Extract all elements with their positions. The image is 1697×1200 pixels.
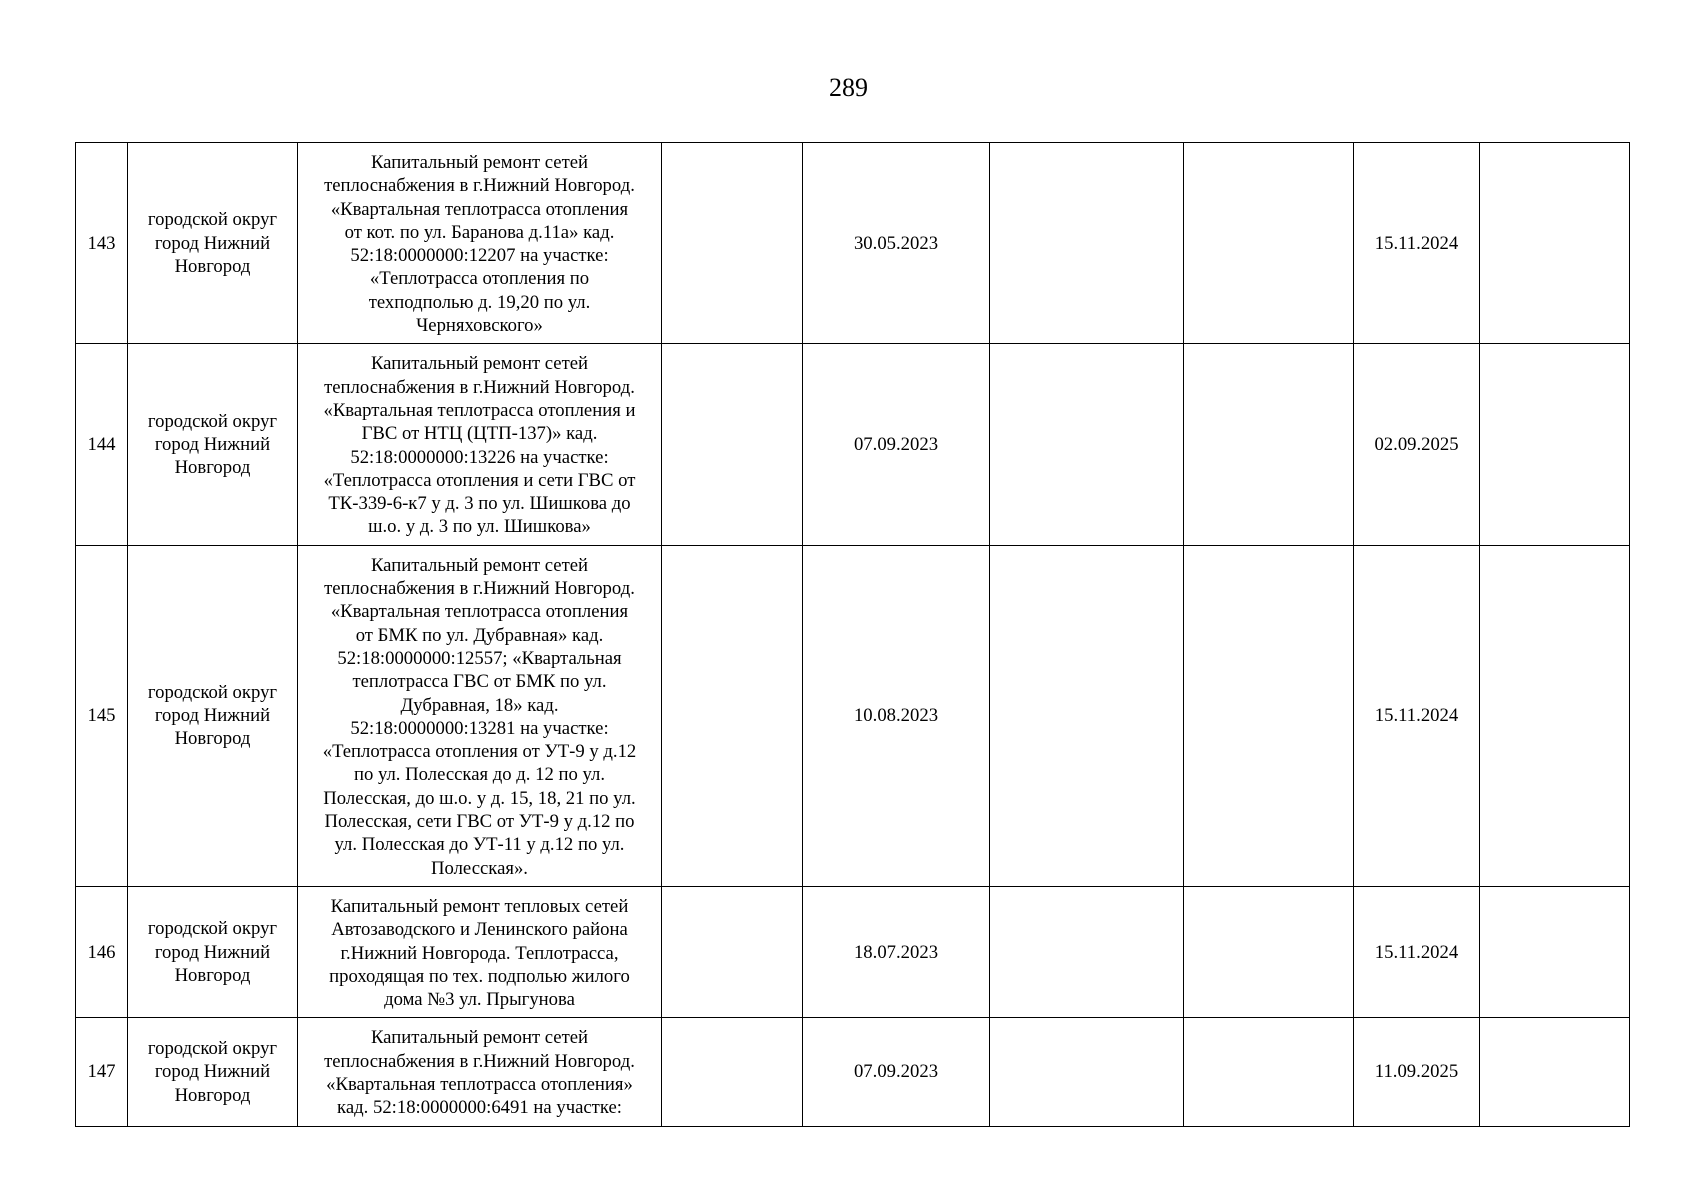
empty-cell	[662, 886, 803, 1017]
end-date-cell: 15.11.2024	[1354, 545, 1480, 886]
description-line: теплоснабжения в г.Нижний Новгород.	[324, 376, 635, 398]
start-date-cell: 07.09.2023	[803, 344, 990, 545]
empty-cell	[990, 344, 1184, 545]
empty-cell	[1480, 545, 1630, 886]
end-date-cell: 15.11.2024	[1354, 886, 1480, 1017]
description-line: «Квартальная теплотрасса отопления»	[326, 1073, 633, 1095]
description-line: проходящая по тех. подполью жилого	[329, 965, 630, 987]
description-line: ш.о. у д. 3 по ул. Шишкова»	[368, 516, 591, 538]
description-line: Капитальный ремонт тепловых сетей	[330, 895, 629, 917]
start-date-cell: 10.08.2023	[803, 545, 990, 886]
table-row	[76, 545, 1630, 886]
description-line: «Теплотрасса отопления от УТ-9 у д.12	[322, 741, 637, 763]
municipality-cell: городской округ город Нижний Новгород	[128, 545, 298, 886]
description-line: Полесская».	[431, 857, 528, 879]
description-line: теплоснабжения в г.Нижний Новгород.	[324, 1050, 635, 1072]
description-cell	[298, 344, 662, 545]
description-line: г.Нижний Новгорода. Теплотрасса,	[340, 942, 619, 964]
description-line: техподполью д. 19,20 по ул.	[368, 291, 591, 313]
description-cell	[298, 545, 662, 886]
description-cell	[298, 886, 662, 1017]
empty-cell	[1480, 1018, 1630, 1126]
description-line: Капитальный ремонт сетей	[370, 353, 589, 375]
description-cell	[298, 1018, 662, 1126]
table-row	[76, 344, 1630, 545]
municipality-cell: городской округ город Нижний Новгород	[128, 143, 298, 344]
end-date-cell: 15.11.2024	[1354, 143, 1480, 344]
description-line: теплоснабжения в г.Нижний Новгород.	[324, 175, 635, 197]
table-row	[76, 143, 1630, 344]
description-line: 52:18:0000000:13226 на участке:	[350, 446, 609, 468]
description-line: кад. 52:18:0000000:6491 на участке:	[337, 1097, 622, 1119]
description-line: Дубравная, 18» кад.	[400, 694, 559, 716]
start-date-cell: 07.09.2023	[803, 1018, 990, 1126]
end-date-cell: 11.09.2025	[1354, 1018, 1480, 1126]
description-line: Автозаводского и Ленинского района	[331, 919, 628, 941]
description-line: Полесская, до ш.о. у д. 15, 18, 21 по ул.	[323, 787, 636, 809]
repair-schedule-table	[75, 142, 1630, 1127]
description-line: Черняховского»	[416, 315, 543, 337]
empty-cell	[990, 886, 1184, 1017]
description-line: «Квартальная теплотрасса отопления и	[323, 399, 636, 421]
page-number: 289	[829, 73, 868, 102]
municipality-cell: городской округ город Нижний Новгород	[128, 344, 298, 545]
empty-cell	[990, 545, 1184, 886]
description-line: «Теплотрасса отопления и сети ГВС от	[323, 469, 636, 491]
row-number-cell: 145	[76, 545, 128, 886]
empty-cell	[1480, 143, 1630, 344]
empty-cell	[1480, 344, 1630, 545]
table-row	[76, 886, 1630, 1017]
table-row	[76, 1018, 1630, 1126]
description-line: теплоснабжения в г.Нижний Новгород.	[324, 578, 635, 600]
row-number-cell: 143	[76, 143, 128, 344]
empty-cell	[1184, 1018, 1354, 1126]
description-line: дома №3 ул. Прыгунова	[384, 989, 575, 1011]
description-line: ГВС от НТЦ (ЦТП-137)» кад.	[361, 423, 598, 445]
description-line: от кот. по ул. Баранова д.11а» кад.	[344, 221, 615, 243]
description-line: «Квартальная теплотрасса отопления	[330, 198, 629, 220]
start-date-cell: 30.05.2023	[803, 143, 990, 344]
empty-cell	[1480, 886, 1630, 1017]
description-line: от БМК по ул. Дубравная» кад.	[355, 624, 604, 646]
empty-cell	[662, 344, 803, 545]
row-number-cell: 147	[76, 1018, 128, 1126]
description-line: ТК-339-6-к7 у д. 3 по ул. Шишкова до	[328, 493, 631, 515]
empty-cell	[990, 143, 1184, 344]
empty-cell	[662, 1018, 803, 1126]
empty-cell	[1184, 344, 1354, 545]
start-date-cell: 18.07.2023	[803, 886, 990, 1017]
description-line: 52:18:0000000:13281 на участке:	[350, 717, 609, 739]
description-line: Капитальный ремонт сетей	[370, 1027, 589, 1049]
description-line: «Теплотрасса отопления по	[369, 268, 590, 290]
description-line: Полесская, сети ГВС от УТ-9 у д.12 по	[324, 811, 635, 833]
row-number-cell: 144	[76, 344, 128, 545]
empty-cell	[990, 1018, 1184, 1126]
description-line: Капитальный ремонт сетей	[370, 152, 589, 173]
description-line: «Квартальная теплотрасса отопления	[330, 601, 629, 623]
description-line: 52:18:0000000:12557; «Квартальная	[337, 647, 622, 669]
description-cell	[298, 143, 662, 344]
description-line: Капитальный ремонт сетей	[370, 554, 589, 576]
empty-cell	[1184, 143, 1354, 344]
empty-cell	[1184, 545, 1354, 886]
description-line: 52:18:0000000:12207 на участке:	[350, 245, 609, 267]
municipality-cell: городской округ город Нижний Новгород	[128, 1018, 298, 1126]
municipality-cell: городской округ город Нижний Новгород	[128, 886, 298, 1017]
empty-cell	[1184, 886, 1354, 1017]
description-line: ул. Полесская до УТ-11 у д.12 по ул.	[334, 834, 625, 856]
end-date-cell: 02.09.2025	[1354, 344, 1480, 545]
row-number-cell: 146	[76, 886, 128, 1017]
description-line: теплотрасса ГВС от БМК по ул.	[352, 671, 607, 693]
description-line: по ул. Полесская до д. 12 по ул.	[353, 764, 606, 786]
empty-cell	[662, 143, 803, 344]
table-body	[76, 143, 1630, 1127]
empty-cell	[662, 545, 803, 886]
